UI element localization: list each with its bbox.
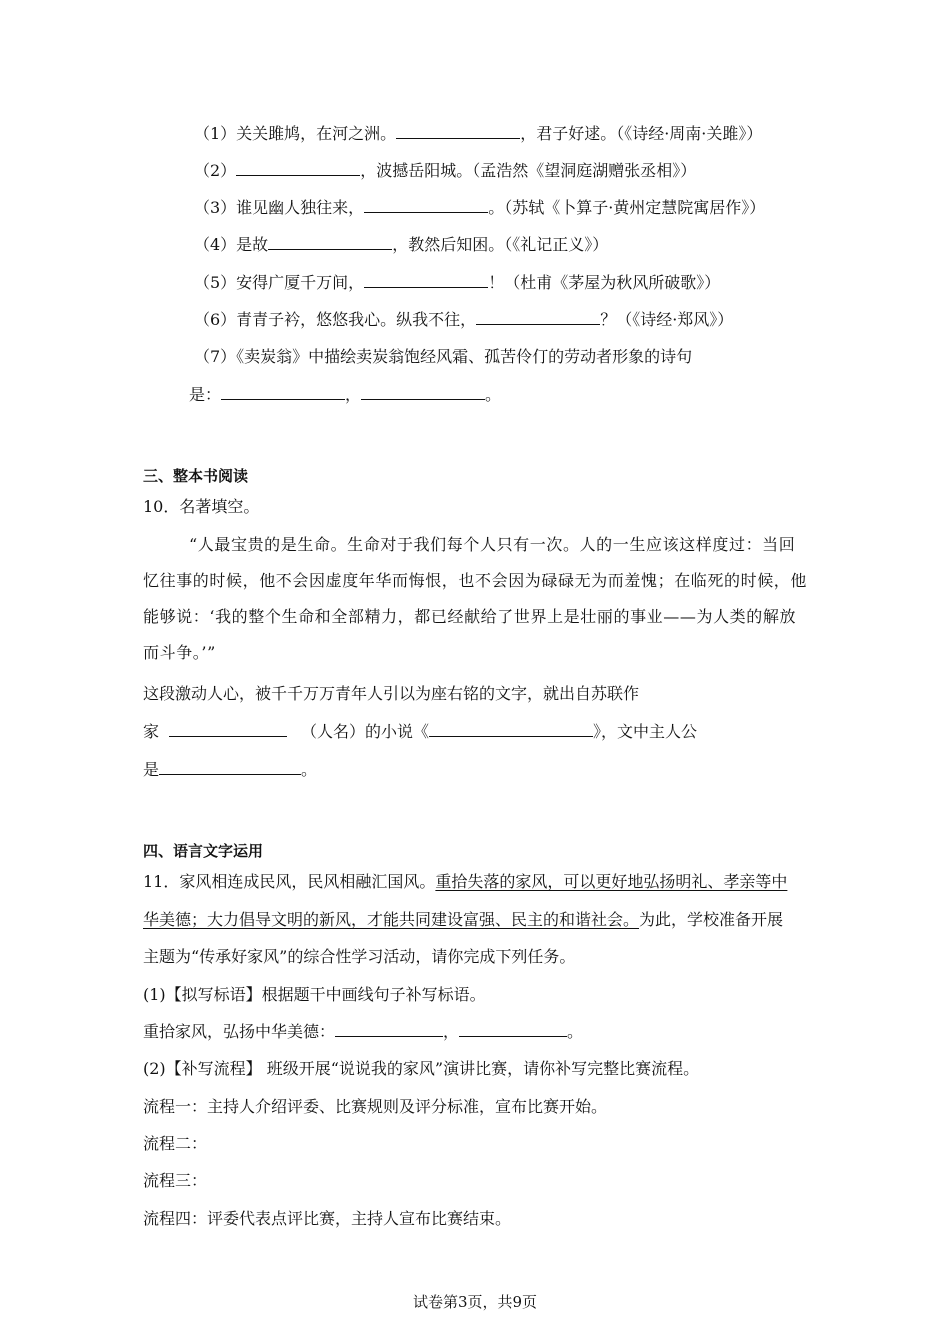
q6-blank[interactable] [476, 310, 600, 325]
slogan-period: 。 [567, 1022, 584, 1041]
protagonist-blank[interactable] [159, 760, 301, 775]
q7-blank-1[interactable] [221, 385, 345, 400]
q11-underlined-2: 华美德；大力倡导文明的新风，才能共同建设富强、民主的和谐社会。 [143, 910, 640, 929]
q10-text-novel: （人名）的小说《 [301, 722, 430, 741]
slogan-blank-1[interactable] [335, 1022, 443, 1037]
q7-blank-2[interactable] [361, 385, 485, 400]
q6-text-b: ？（《诗经·郑风》） [600, 310, 734, 329]
author-blank[interactable] [169, 722, 287, 737]
q2-text-b: ，波撼岳阳城。（孟浩然《望洞庭湖赠张丞相》） [360, 161, 697, 180]
slogan-blank-2[interactable] [459, 1022, 567, 1037]
q3-text-a: （3）谁见幽人独往来， [194, 198, 365, 217]
q11-para-3: 主题为“传承好家风”的综合性学习活动，请你完成下列任务。 [143, 947, 576, 966]
novel-blank[interactable] [429, 722, 593, 737]
page-footer: 试卷第3页，共9页 [412, 1293, 538, 1311]
q3-blank[interactable] [364, 198, 488, 213]
q11-para-2 [143, 910, 783, 930]
q4-blank[interactable] [268, 235, 392, 250]
section4-heading: 四、语言文字运用 [143, 842, 264, 860]
q4-text-a: （4）是故 [194, 235, 269, 254]
poetry-q6 [194, 310, 733, 330]
q1-text-a: （1）关关雎鸠，在河之洲。 [194, 124, 397, 143]
quote-line-2: 忆往事的时候，他不会因虚度年华而悔恨，也不会因为碌碌无为而羞愧；在临死的时候，他 [143, 571, 808, 590]
q7-text-b: 是： [189, 385, 222, 404]
q3-text-b: 。（苏轼《卜算子·黄州定慧院寓居作》） [488, 198, 766, 217]
poetry-q4 [194, 235, 608, 255]
q7-text-a: （7）《卖炭翁》中描绘卖炭翁饱经风霜、孤苦伶仃的劳动者形象的诗句 [194, 347, 693, 366]
quote-line-1: “人最宝贵的是生命。生命对于我们每个人只有一次。人的一生应该这样度过：当回 [189, 535, 796, 554]
q10-title: 10．名著填空。 [143, 497, 260, 516]
flow-step-1: 流程一：主持人介绍评委、比赛规则及评分标准，宣布比赛开始。 [143, 1097, 608, 1116]
q5-text-a: （5）安得广厦千万间， [194, 273, 365, 292]
q10-line-2 [143, 722, 697, 742]
task-1-answer [143, 1022, 583, 1042]
q7-text-c: ， [345, 385, 362, 404]
flow-step-2: 流程二： [143, 1134, 208, 1153]
q2-text-a: （2） [194, 161, 237, 180]
q7-text-d: 。 [485, 385, 502, 404]
poetry-q7-answer [189, 385, 501, 405]
q10-line-1: 这段激动人心，被千千万万青年人引以为座右铭的文字，就出自苏联作 [143, 684, 640, 703]
q11-text-b: 为此，学校准备开展 [639, 910, 784, 929]
q5-blank[interactable] [364, 273, 488, 288]
slogan-comma: ， [443, 1022, 460, 1041]
poetry-q5 [194, 273, 720, 293]
poetry-q3 [194, 198, 765, 218]
q4-text-b: ，教然后知困。（《礼记正义》） [392, 235, 609, 254]
quote-line-3: 能够说：‘我的整个生命和全部精力，都已经献给了世界上是壮丽的事业——为人类的解放 [143, 607, 797, 626]
q6-text-a: （6）青青子衿，悠悠我心。纵我不往， [194, 310, 477, 329]
poetry-q2 [194, 161, 696, 181]
q11-para-1 [143, 872, 787, 892]
q5-text-b: ！（杜甫《茅屋为秋风所破歌》） [488, 273, 721, 292]
q1-text-b: ，君子好逑。（《诗经·周南·关雎》） [520, 124, 763, 143]
q10-text-end: 。 [301, 760, 318, 779]
slogan-prefix: 重拾家风，弘扬中华美德： [143, 1022, 336, 1041]
quote-line-4: 而斗争。’” [143, 643, 216, 662]
q11-text-a: 11．家风相连成民风，民风相融汇国风。 [143, 872, 436, 891]
q1-blank[interactable] [396, 124, 520, 139]
section3-heading: 三、整本书阅读 [143, 467, 249, 485]
task-1: (1)【拟写标语】根据题干中画线句子补写标语。 [143, 985, 486, 1004]
q10-text-jia: 家 [143, 722, 160, 741]
poetry-q7 [194, 347, 692, 367]
poetry-q1 [194, 124, 762, 144]
q11-underlined-1: 重拾失落的家风，可以更好地弘扬明礼、孝亲等中 [435, 872, 788, 891]
flow-step-4: 流程四：评委代表点评比赛，主持人宣布比赛结束。 [143, 1209, 512, 1228]
q10-text-shi: 是 [143, 760, 160, 779]
q10-line-3 [143, 760, 317, 780]
q2-blank[interactable] [236, 161, 360, 176]
q10-text-protagonist: 》，文中主人公 [593, 722, 698, 741]
task-2: (2)【补写流程】 班级开展“说说我的家风”演讲比赛，请你补写完整比赛流程。 [143, 1059, 700, 1078]
flow-step-3: 流程三： [143, 1171, 208, 1190]
